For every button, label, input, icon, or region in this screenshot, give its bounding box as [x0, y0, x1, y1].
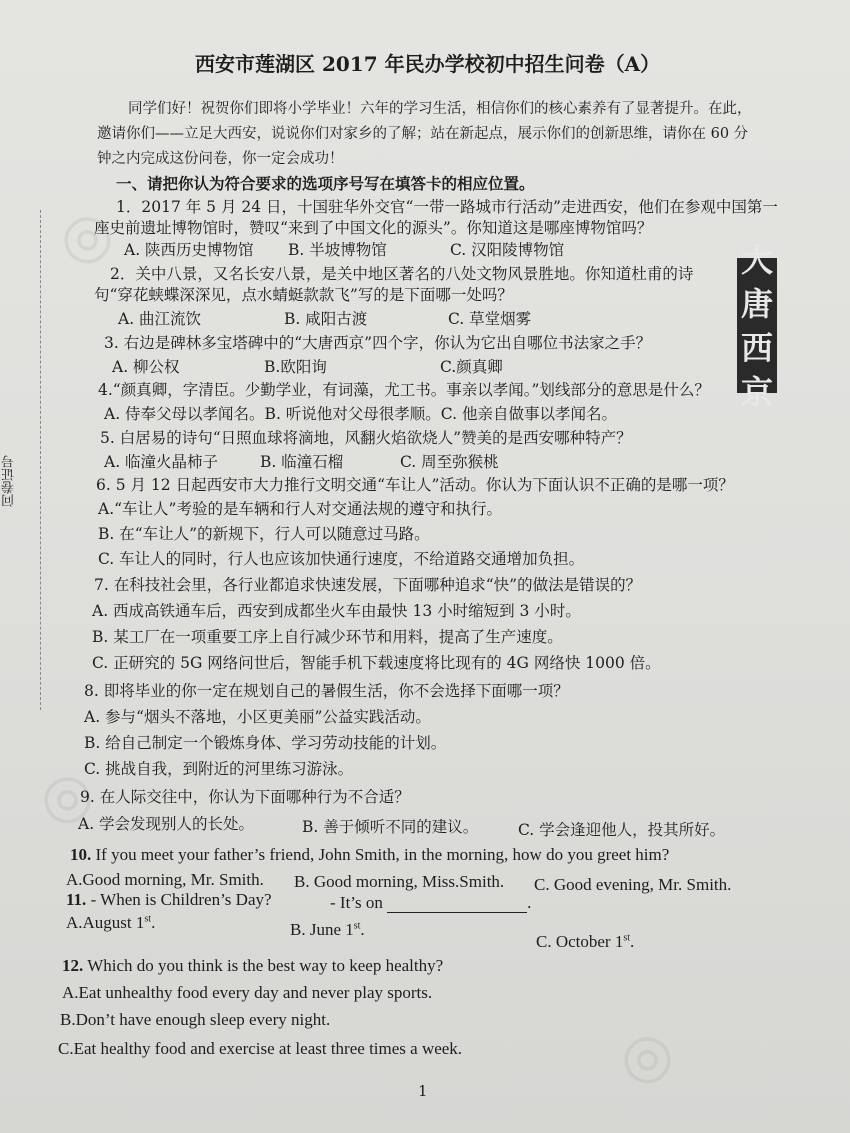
option: C. 正研究的 5G 网络问世后，智能手机下载速度将比现有的 4G 网络快 1000 倍。: [92, 654, 661, 672]
option: C.Eat healthy food and exercise at least three times a week.: [58, 1039, 463, 1058]
option: C.颜真卿: [440, 358, 503, 376]
question-7: 7. 在科技社会里，各行业都追求快速发展，下面哪种追求“快”的做法是错误的？: [94, 576, 642, 594]
watermark: ◎: [31, 753, 109, 837]
option: A. 学会发现别人的长处。: [78, 815, 255, 833]
stamp-char: 唐: [740, 284, 773, 323]
intro-line: 同学们好！祝贺你们即将小学毕业！六年的学习生活，相信你们的核心素养有了显著提升。在此，: [128, 101, 752, 117]
option: C. 汉阳陵博物馆: [450, 241, 565, 259]
question-3: 3. 右边是碑林多宝塔碑中的“大唐西京”四个字，你认为它出自哪位书法家之手？: [104, 334, 652, 352]
question-2: 2．关中八景，又名长安八景，是关中地区著名的八处文物风景胜地。你知道杜甫的诗: [110, 265, 694, 283]
option: A.Good morning, Mr. Smith.: [66, 870, 264, 889]
answer-prefix: - It’s on: [330, 893, 383, 912]
option: B. 临潼石榴: [260, 453, 344, 471]
page-title: 西安市莲湖区 2017 年民办学校初中招生问卷（A）: [195, 52, 661, 76]
answer-line: - It’s on .: [330, 893, 532, 912]
option: A. 临潼火晶柿子: [104, 453, 219, 471]
answer-blank[interactable]: [387, 894, 527, 913]
option: C. 挑战自我，到附近的河里练习游泳。: [84, 760, 354, 778]
question-9: 9. 在人际交往中，你认为下面哪种行为不合适？: [80, 788, 410, 806]
page-number: 1: [418, 1082, 428, 1100]
option-text: C. October 1: [536, 932, 624, 951]
option: [290, 920, 365, 940]
stamp-char: 大: [740, 240, 773, 279]
option-end: .: [151, 913, 156, 932]
question-text: Which do you think is the best way to keep healthy?: [83, 956, 444, 975]
intro-line: 钟之内完成这份问卷，你一定会成功！: [97, 151, 344, 167]
option-text: A.August 1: [66, 913, 145, 932]
option: A. 陕西历史博物馆: [124, 241, 254, 259]
question-4: 4.“颜真卿，字清臣。少勤学业，有词藻，尤工书。事亲以孝闻。”划线部分的意思是什么？: [98, 381, 710, 399]
option-end: .: [630, 932, 635, 951]
option: B. Good morning, Miss.Smith.: [294, 872, 505, 891]
option: B. 半坡博物馆: [288, 241, 387, 259]
option-sup: st: [353, 920, 361, 932]
watermark: ◎: [611, 1013, 689, 1097]
option: B. 善于倾听不同的建议。: [302, 818, 479, 836]
option: A. 参与“烟头不落地，小区更美丽”公益实践活动。: [84, 708, 431, 726]
question-1: 座史前遗址博物馆时，赞叹“来到了中国文化的源头”。你知道这是哪座博物馆吗？: [94, 219, 653, 237]
option: B. 某工厂在一项重要工序上自行减少环节和用料，提高了生产速度。: [92, 628, 563, 646]
option: C. 草堂烟雾: [448, 310, 532, 328]
question-12: [62, 956, 443, 976]
question-number: 11.: [66, 890, 87, 909]
question-10: [70, 845, 669, 865]
option: C. Good evening, Mr. Smith.: [534, 875, 732, 894]
option: C. 周至弥猴桃: [400, 453, 499, 471]
option: B.欧阳询: [264, 358, 327, 376]
option: A. 曲江流饮: [118, 310, 202, 328]
question-text: If you meet your father’s friend, John Smith, in the morning, how do you greet him?: [91, 845, 670, 864]
option: A.“车让人”考验的是车辆和行人对交通法规的遵守和执行。: [98, 500, 502, 518]
option: C. 学会逢迎他人，投其所好。: [518, 821, 726, 839]
calligraphy-stamp: [737, 240, 777, 411]
option: A. 侍奉父母以孝闻名。B. 听说他对父母很孝顺。C. 他亲自做事以孝闻名。: [104, 405, 617, 423]
stamp-char: 京: [740, 372, 773, 411]
option: A. 柳公权: [112, 358, 180, 376]
question-text: - When is Children’s Day?: [86, 890, 272, 909]
option: B. 给自己制定一个锻炼身体、学习劳动技能的计划。: [84, 734, 447, 752]
question-6: 6. 5 月 12 日起西安市大力推行文明交通“车让人”活动。你认为下面认识不正确的是哪一项？: [96, 476, 734, 494]
option: B. 在“车让人”的新规下，行人可以随意过马路。: [98, 525, 430, 543]
question-5: 5. 白居易的诗句“日照血球将滴地，风翻火焰欲烧人”赞美的是西安哪种特产？: [100, 429, 632, 447]
option: A. 西成高铁通车后，西安到成都坐火车由最快 13 小时缩短到 3 小时。: [92, 602, 581, 620]
option: [536, 932, 634, 952]
stamp-char: 西: [740, 328, 773, 367]
side-label: 问卷证号: [2, 455, 17, 507]
option-sup: st: [144, 913, 152, 925]
intro-line: 邀请你们——立足大西安，说说你们对家乡的了解；站在新起点，展示你们的创新思维，请你在 60 分: [97, 126, 749, 142]
option: A.Eat unhealthy food every day and never play sports.: [62, 983, 433, 1002]
binding-line: [40, 210, 41, 710]
question-number: 10.: [70, 845, 92, 864]
option-sup: st: [623, 932, 631, 944]
question-8: 8. 即将毕业的你一定在规划自己的暑假生活，你不会选择下面哪一项？: [84, 682, 569, 700]
watermark: ◎: [51, 193, 129, 277]
option: C. 车让人的同时，行人也应该加快通行速度，不给道路交通增加负担。: [98, 550, 585, 568]
question-2: 句“穿花蛱蝶深深见，点水蜻蜓款款飞”写的是下面哪一处吗？: [94, 286, 513, 304]
question-number: 12.: [62, 956, 84, 975]
section-heading: 一、请把你认为符合要求的选项序号写在填答卡的相应位置。: [116, 174, 535, 193]
option-end: .: [360, 920, 365, 939]
option: B. 咸阳古渡: [284, 310, 368, 328]
option: [66, 913, 155, 933]
question-11: [66, 890, 272, 910]
option-text: B. June 1: [290, 920, 354, 939]
option: B.Don’t have enough sleep every night.: [60, 1010, 331, 1029]
question-1: 1．2017 年 5 月 24 日，十国驻华外交官“一带一路城市行活动”走进西安，他们在参观中国第一: [116, 198, 778, 216]
